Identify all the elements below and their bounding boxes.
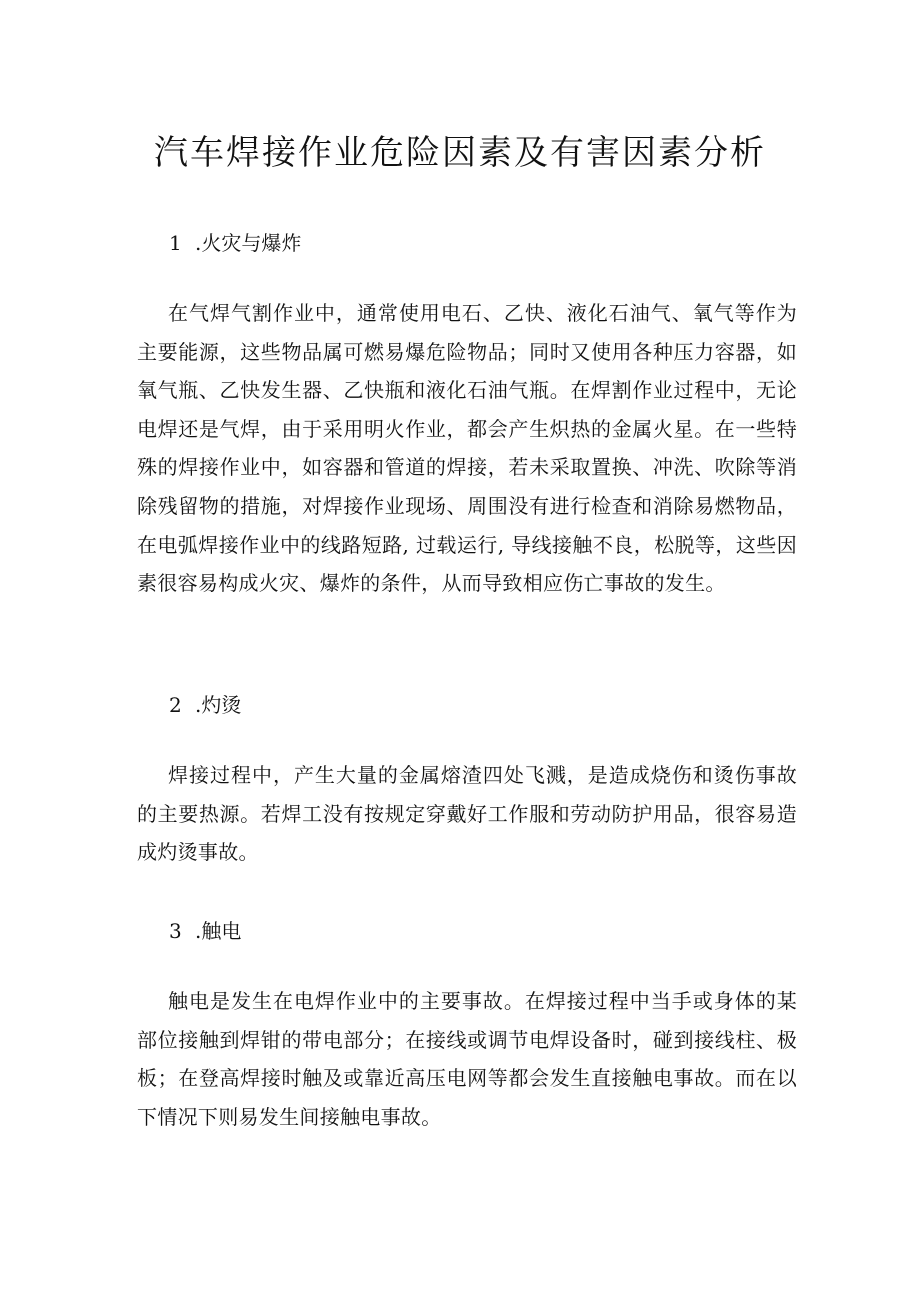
- section-heading-text: .触电: [195, 919, 242, 943]
- section-body-electric-shock: 触电是发生在电焊作业中的主要事故。在焊接过程中当手或身体的某部位接触到焊钳的带电部分；在接线或调节电焊设备时，碰到接线柱、极板；在登高焊接时触及或靠近高压电网等都会发生直接触电事故。而在以下情况下则易发生间接触电事故。: [137, 989, 797, 1129]
- section-heading-fire-explosion: [169, 228, 301, 258]
- section-body-fire-explosion: 在气焊气割作业中，通常使用电石、乙快、液化石油气、氧气等作为主要能源，这些物品属可燃易爆危险物品；同时又使用各种压力容器，如氧气瓶、乙快发生器、乙快瓶和液化石油气瓶。在焊割作业过程中，无论电焊还是气焊，由于采用明火作业，都会产生炽热的金属火星。在一些特殊的焊接作业中，如容器和管道的焊接，若未采取置换、冲洗、吹除等消除残留物的措施，对焊接作业现场、周围没有进行检查和消除易燃物品，在电弧焊接作业中的线路短路, 过载运行, 导线接触不良，松脱等，这些因素很容易构成火灾、爆炸的条件，从而导致相应伤亡事故的发生。: [137, 301, 797, 596]
- section-heading-electric-shock: [169, 916, 241, 946]
- section-body-burns: 焊接过程中，产生大量的金属熔渣四处飞溅，是造成烧伤和烫伤事故的主要热源。若焊工没有按规定穿戴好工作服和劳动防护用品，很容易造成灼烫事故。: [137, 763, 797, 865]
- section-number: 3: [169, 919, 182, 943]
- section-number: 1: [169, 231, 182, 255]
- document-title: 汽车焊接作业危险因素及有害因素分析: [154, 133, 766, 173]
- section-heading-text: .火灾与爆炸: [195, 231, 302, 255]
- section-heading-text: .灼烫: [195, 693, 242, 717]
- section-number: 2: [169, 693, 182, 717]
- section-heading-burns: [169, 690, 241, 720]
